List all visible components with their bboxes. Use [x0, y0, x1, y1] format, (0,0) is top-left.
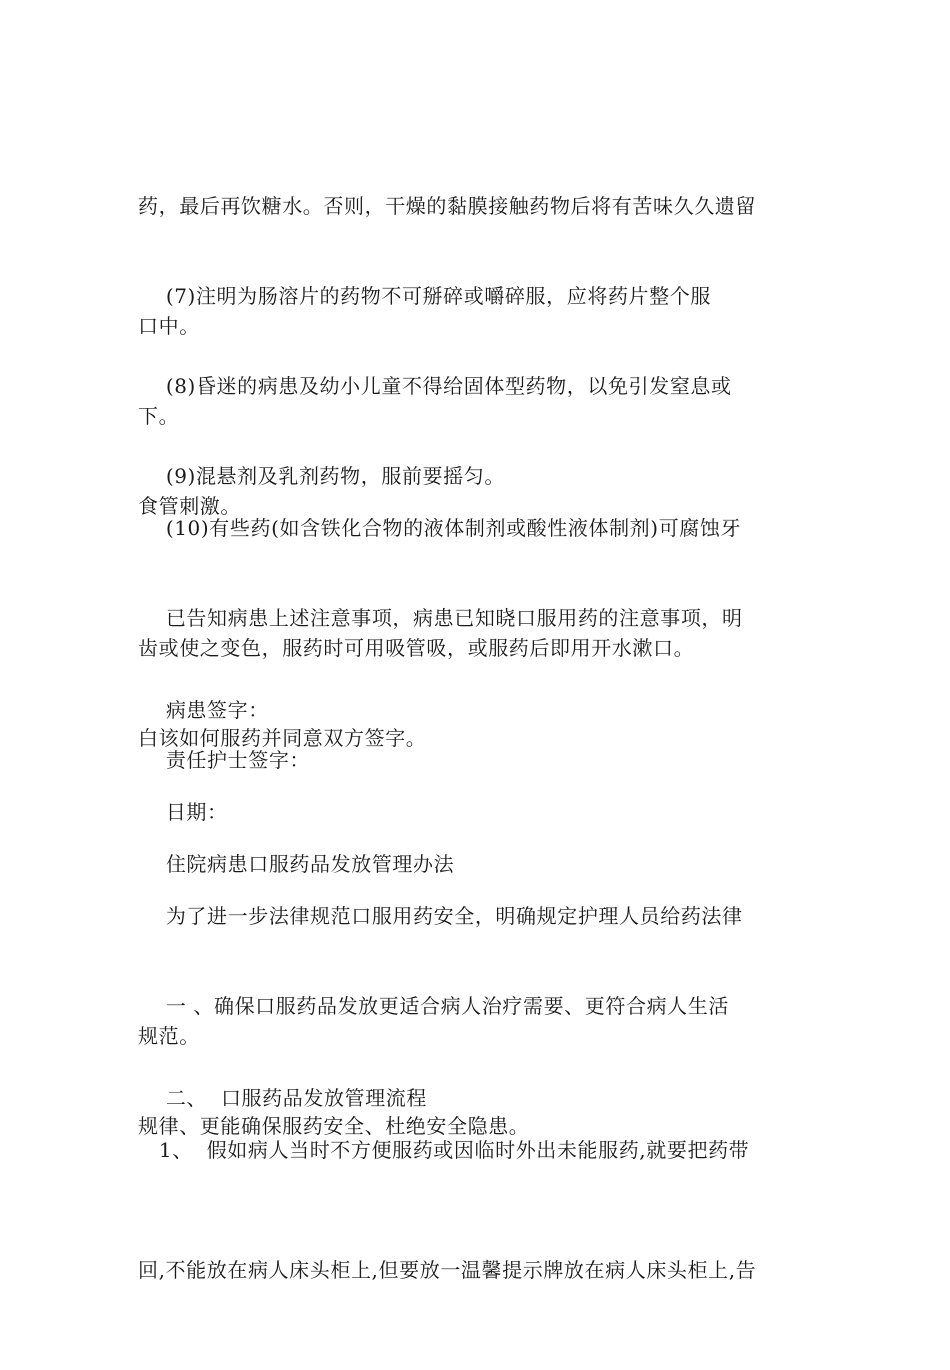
text-line: 口中。 — [138, 314, 200, 338]
paragraph-step-one — [138, 1050, 808, 1370]
text-line: 日期： — [138, 800, 228, 824]
text-line: 病患签字： — [138, 698, 269, 722]
text-line: 规律、更能确保服药安全、杜绝安全隐患。 — [138, 1114, 530, 1138]
text-line: (8)昏迷的病患及幼小儿童不得给固体型药物，以免引发窒息或 — [138, 374, 732, 398]
text-line: 1、 假如病人当时不方便服药或因临时外出未能服药,就要把药带 — [138, 1138, 750, 1162]
text-line: 责任护士签字： — [138, 748, 311, 772]
text-line: (9)混悬剂及乳剂药物，服前要摇匀。 — [138, 464, 505, 488]
text-line: 回,不能放在病人床头柜上,但要放一温馨提示牌放在病人床头柜上,告 — [138, 1258, 757, 1282]
text-line: 白该如何服药并同意双方签字。 — [138, 726, 427, 750]
text-line: 食管刺激。 — [138, 494, 241, 518]
text-line: 规范。 — [138, 1024, 200, 1048]
text-line: 住院病患口服药品发放管理办法 — [138, 852, 455, 876]
text-line: 下。 — [138, 404, 180, 428]
text-line: (7)注明为肠溶片的药物不可掰碎或嚼碎服，应将药片整个服 — [138, 284, 711, 308]
text-line: (10)有些药(如含铁化合物的液体制剂或酸性液体制剂)可腐蚀牙 — [138, 516, 742, 540]
text-line: 齿或使之变色，服药时可用吸管吸，或服药后即用开水漱口。 — [138, 636, 695, 660]
text-line: 为了进一步法律规范口服用药安全，明确规定护理人员给药法律 — [138, 904, 743, 928]
text-line: 一 、确保口服药品发放更适合病人治疗需要、更符合病人生活 — [138, 994, 729, 1018]
text-line: 二、 口服药品发放管理流程 — [138, 1086, 427, 1110]
text-line: 药，最后再饮糖水。否则，干燥的黏膜接触药物后将有苦味久久遗留 — [138, 194, 756, 218]
text-line: 已告知病患上述注意事项，病患已知晓口服用药的注意事项，明 — [138, 606, 743, 630]
